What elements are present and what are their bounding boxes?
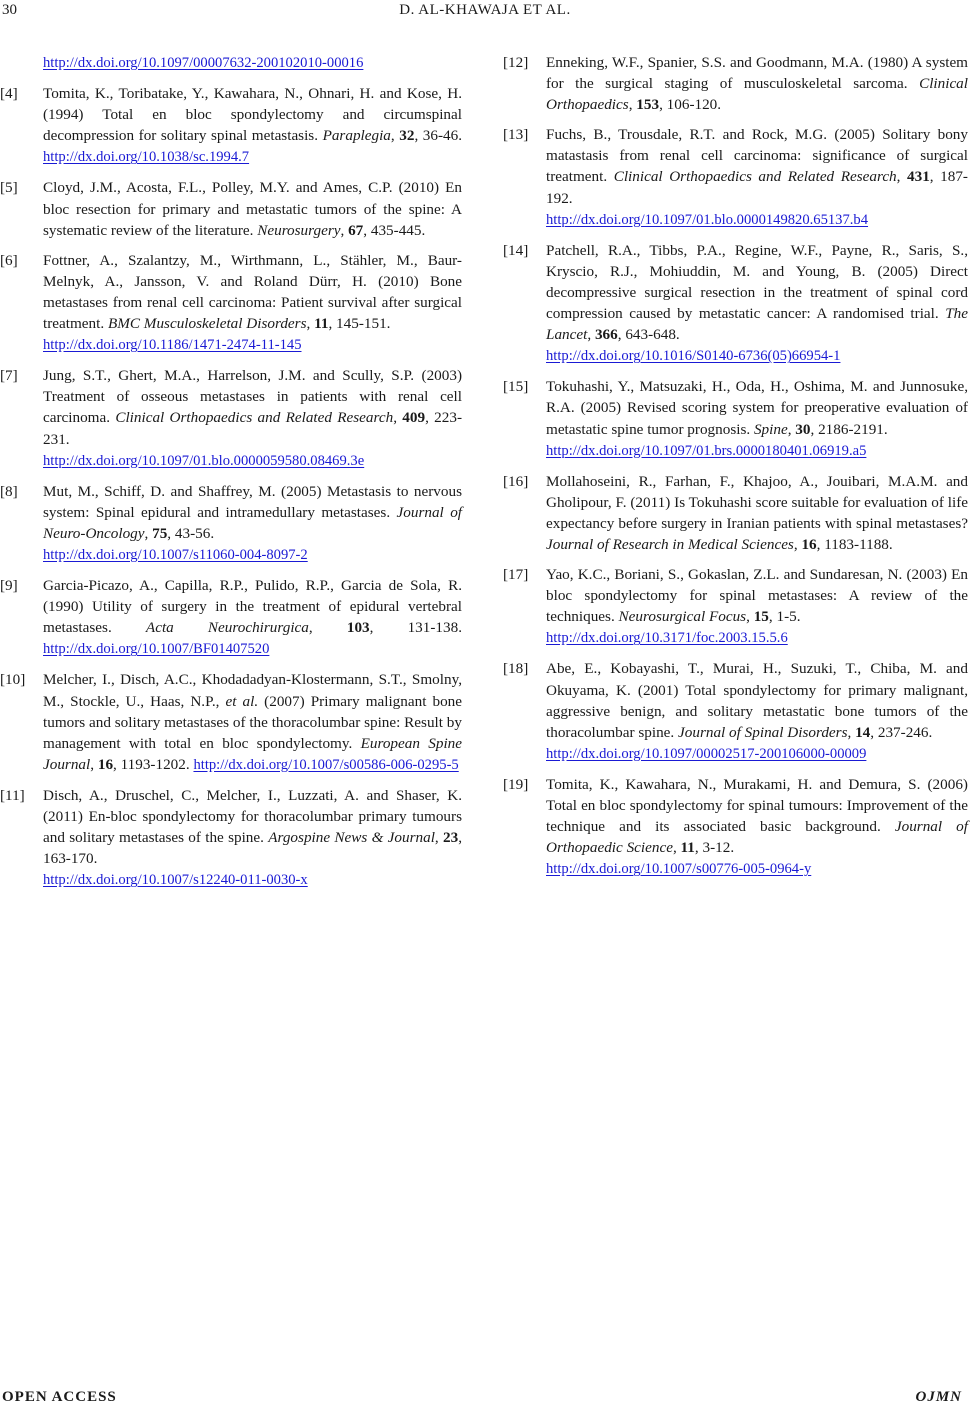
page-header [0, 0, 970, 24]
reference-volume: 30 [795, 420, 811, 438]
reference-volume: 431 [907, 168, 930, 186]
reference-list-left [0, 83, 462, 891]
reference-text: Garcia-Picazo, A., Capilla, R.P., Pulido, R.P., Garcia de Sola, R. (1990) Utility of surgery in the treatment of epidural vertebral metastases. Acta Neurochirurgica, 103, 131-138. http://dx.doi.org/10.1007/BF01407520 [43, 577, 463, 658]
reference-journal: Clinical Orthopaedics and Related Research [115, 409, 394, 427]
doi-link[interactable]: http://dx.doi.org/10.1186/1471-2474-11-145 [43, 337, 302, 354]
reference-number: [12] [503, 54, 529, 71]
page-footer [0, 1387, 970, 1411]
reference-continuation [0, 52, 462, 74]
reference-number: [18] [503, 660, 529, 678]
reference-journal: Clinical Orthopaedics [546, 75, 968, 114]
reference-journal: Journal of Research in Medical Sciences [546, 535, 794, 553]
doi-link[interactable]: http://dx.doi.org/10.1097/01.blo.0000059580.08469.3e [43, 452, 365, 469]
reference-item [0, 177, 462, 240]
reference-journal: Journal of Neuro-Oncology [43, 503, 463, 542]
doi-link[interactable]: http://dx.doi.org/10.1097/00002517-200106000-00009 [546, 745, 867, 762]
doi-link[interactable]: http://dx.doi.org/10.3171/foc.2003.15.5.6 [546, 630, 788, 647]
reference-pages: , 435-445. [363, 221, 426, 239]
reference-authors: Disch, A., Druschel, C., Melcher, I., Luzzati, A. and Shaser, K. (2011) En-bloc spondylectomy for thoracolumbar primary tumours and solitary metastases of the spine. [43, 786, 462, 847]
reference-item [0, 365, 462, 471]
reference-volume: 16 [97, 755, 114, 773]
reference-authors: Fuchs, B., Trousdale, R.T. and Rock, M.G. (2005) Solitary bony matastasis from renal cell carcinoma: significance of surgical treatment. [546, 126, 968, 186]
reference-item [0, 669, 462, 775]
doi-link[interactable]: http://dx.doi.org/10.1007/s00586-006-0295-5 [193, 756, 459, 773]
reference-authors: Enneking, W.F., Spanier, S.S. and Goodmann, M.A. (1980) A system for the surgical staging of musculoskeletal sarcoma. [546, 54, 968, 93]
reference-pages: , 106-120. [659, 96, 722, 114]
reference-text: Fottner, A., Szalantzy, M., Wirthmann, L., Stähler, M., Baur-Melnyk, A., Jansson, V. and Roland Dürr, H. (2010) Bone metastases from renal cell carcinoma: Patient survival after surgical treatment. BMC Musculoskeletal Disorders, 11, 145-151. http://dx.doi.org/10.1186/1471-2474-11-145 [43, 251, 462, 354]
reference-volume: 14 [855, 723, 871, 741]
reference-authors: Tokuhashi, Y., Matsuzaki, H., Oda, H., Oshima, M. and Junnosuke, R.A. (2005) Revised scoring system for preoperative evaluation of metastatic spine tumor prognosis. [546, 378, 968, 438]
reference-authors: Mollahoseini, R., Farhan, F., Khajoo, A., Jouibari, M.A.M. and Gholipour, F. (2011) Is Tokuhashi score suitable for evaluation of life expectancy before surgery in Iranian patients with spinal metastases? [546, 472, 968, 532]
reference-number: [16] [503, 472, 529, 490]
reference-volume: 11 [314, 315, 329, 333]
reference-item [0, 785, 462, 891]
reference-number: [9] [0, 577, 18, 595]
reference-authors: Tomita, K., Toribatake, Y., Kawahara, N., Ohnari, H. and Kose, H. (1994) Total en bloc spondylectomy and circumspinal decompression for solitary spinal metastasis. [43, 85, 462, 145]
reference-journal: Acta Neurochirurgica [145, 619, 309, 637]
reference-item [503, 658, 968, 764]
reference-pages: , 223-231. [43, 409, 462, 448]
reference-number: [10] [0, 671, 26, 689]
reference-number: [4] [0, 85, 18, 103]
reference-journal: Journal of Orthopaedic Science [546, 818, 968, 857]
reference-number: [7] [0, 367, 18, 385]
reference-pages: , 2186-2191. [810, 420, 888, 438]
reference-text: Tomita, K., Kawahara, N., Murakami, H. and Demura, S. (2006) Total en bloc spondylectomy for spinal tumours: Improvement of the technique and its associated basic background. Journal of Orthopaedic Science, 11, 3-12. http://dx.doi.org/10.1007/s00776-005-0964-y [546, 775, 968, 878]
reference-etal: et al. [225, 692, 259, 710]
reference-text: Abe, E., Kobayashi, T., Murai, H., Suzuki, T., Chiba, M. and Okuyama, K. (2001) Total spondylectomy for primary malignant, aggressive benign, and solitary metastatic bone tumors of the thoracolumbar spine. Journal of Spinal Disorders, 14, 237-246. http://dx.doi.org/10.1097/00002517-200106000-00009 [546, 660, 968, 762]
reference-journal: Spine [753, 420, 788, 438]
reference-text: Jung, S.T., Ghert, M.A., Harrelson, J.M. and Scully, S.P. (2003) Treatment of osseous metastases in patients with renal cell carcinoma. Clinical Orthopaedics and Related Research, 409, 223-231. http://dx.doi.org/10.1097/01.blo.0000059580.08469.3e [43, 367, 462, 469]
doi-link[interactable]: http://dx.doi.org/10.1097/01.brs.0000180401.06919.a5 [546, 442, 867, 459]
reference-item [503, 564, 968, 649]
reference-pages: , 36-46. [414, 127, 463, 145]
reference-text: Enneking, W.F., Spanier, S.S. and Goodmann, M.A. (1980) A system for the surgical staging of musculoskeletal sarcoma. Clinical Orthopaedics, 153, 106-120. [546, 54, 968, 114]
reference-pages: , 1183-1188. [816, 535, 893, 553]
reference-volume: 153 [636, 96, 660, 114]
reference-list-right [503, 52, 968, 880]
reference-authors-cont: (2007) Primary malignant bone tumors and solitary metastases of the thoracolumbar spine: Result by management with total en bloc spondylectomy. [43, 692, 462, 752]
reference-authors: Patchell, R.A., Tibbs, P.A., Regine, W.F., Payne, R., Saris, S., Kryscio, R.J., Mohiuddin, M. and Young, B. (2005) Direct decompressive surgical resection in the treatment of spinal cord compression caused by metastatic cancer: A randomised trial. [546, 241, 968, 323]
reference-text: Disch, A., Druschel, C., Melcher, I., Luzzati, A. and Shaser, K. (2011) En-bloc spondylectomy for thoracolumbar primary tumours and solitary metastases of the spine. Argospine News & Journal, 23, 163-170. http://dx.doi.org/10.1007/s12240-011-0030-x [43, 786, 462, 889]
reference-item [503, 240, 968, 368]
reference-volume: 409 [402, 409, 426, 427]
reference-authors: Garcia-Picazo, A., Capilla, R.P., Pulido, R.P., Garcia de Sola, R. (1990) Utility of surgery in the treatment of epidural vertebral metastases. [43, 577, 462, 637]
reference-item [503, 52, 968, 115]
reference-volume: 11 [680, 839, 695, 857]
reference-text: Melcher, I., Disch, A.C., Khodadadyan-Klostermann, S.T., Smolny, M., Stockle, U., Haas, N.P., et al. (2007) Primary malignant bone tumors and solitary metastases of the thoracolumbar spine: Result by management with total en bloc spondylectomy. European Spine Journal, 16, 1193-1202. http://dx.doi.org/10.1007/s00586-006-0295-5 [43, 671, 463, 773]
reference-journal: The Lancet [546, 305, 968, 344]
doi-link[interactable]: http://dx.doi.org/10.1007/s11060-004-8097-2 [43, 546, 308, 563]
reference-number: [5] [0, 179, 18, 197]
reference-number: [6] [0, 251, 18, 269]
reference-authors: Jung, S.T., Ghert, M.A., Harrelson, J.M. and Scully, S.P. (2003) Treatment of osseous metastases in patients with renal cell carcinoma. [43, 367, 462, 427]
reference-volume: 16 [801, 535, 817, 553]
reference-volume: 103 [346, 619, 370, 637]
reference-pages: , 163-170. [43, 829, 462, 868]
reference-pages: , 3-12. [694, 839, 735, 857]
reference-item [503, 124, 968, 230]
reference-number: [14] [503, 241, 529, 259]
reference-journal: Paraplegia [322, 127, 391, 145]
reference-journal: Neurosurgery [257, 221, 341, 239]
reference-number: [8] [0, 482, 18, 500]
left-column [0, 52, 462, 900]
reference-text: Tokuhashi, Y., Matsuzaki, H., Oda, H., Oshima, M. and Junnosuke, R.A. (2005) Revised scoring system for preoperative evaluation of metastatic spine tumor prognosis. Spine, 30, 2186-2191. http://dx.doi.org/10.1097/01.brs.0000180401.06919.a5 [546, 378, 968, 459]
reference-authors: Mut, M., Schiff, D. and Shaffrey, M. (2005) Metastasis to nervous system: Spinal epidural and intramedullary metastases. [43, 482, 462, 521]
reference-volume: 366 [594, 326, 618, 344]
reference-pages: , 237-246. [870, 723, 933, 741]
reference-text: Patchell, R.A., Tibbs, P.A., Regine, W.F., Payne, R., Saris, S., Kryscio, R.J., Mohiuddin, M. and Young, B. (2005) Direct decompressive surgical resection in the treatment of spinal cord compression caused by metastatic cancer: A randomised trial. The Lancet, 366, 643-648. http://dx.doi.org/10.1016/S0140-6736(05)66954-1 [546, 241, 968, 365]
doi-link[interactable]: http://dx.doi.org/10.1007/s12240-011-0030-x [43, 872, 308, 889]
reference-volume: 75 [152, 524, 168, 542]
reference-item [0, 83, 462, 168]
reference-text: Yao, K.C., Boriani, S., Gokaslan, Z.L. and Sundaresan, N. (2003) En bloc spondylectomy for spinal metastases: A review of the techniques. Neurosurgical Focus, 15, 1-5. http://dx.doi.org/10.3171/foc.2003.15.5.6 [546, 566, 968, 647]
reference-journal: Clinical Orthopaedics and Related Research [613, 168, 897, 186]
reference-authors: Yao, K.C., Boriani, S., Gokaslan, Z.L. and Sundaresan, N. (2003) En bloc spondylectomy for spinal metastases: A review of the techniques. [546, 566, 968, 626]
reference-journal: Argospine News & Journal [268, 829, 435, 847]
reference-pages: , 187-192. [546, 168, 968, 207]
reference-item [0, 481, 462, 566]
reference-volume: 32 [399, 127, 415, 145]
reference-number: [15] [503, 378, 529, 396]
reference-pages: , 145-151. [328, 315, 391, 333]
reference-text: Tomita, K., Toribatake, Y., Kawahara, N., Ohnari, H. and Kose, H. (1994) Total en bloc spondylectomy and circumspinal decompression for solitary spinal metastasis. Paraplegia, 32, 36-46. http://dx.doi.org/10.1038/sc.1994.7 [43, 85, 463, 166]
reference-pages: , 643-648. [617, 326, 680, 344]
reference-text: Mollahoseini, R., Farhan, F., Khajoo, A., Jouibari, M.A.M. and Gholipour, F. (2011) Is Tokuhashi score suitable for evaluation of life expectancy before surgery in Iranian patients with spinal metastases? Journal of Research in Medical Sciences, 16, 1183-1188. [546, 472, 968, 553]
reference-item [0, 250, 462, 356]
reference-volume: 23 [443, 829, 459, 847]
reference-journal: Journal of Spinal Disorders [678, 723, 848, 741]
reference-volume: 67 [348, 221, 364, 239]
reference-text: Cloyd, J.M., Acosta, F.L., Polley, M.Y. and Ames, C.P. (2010) En bloc resection for primary and metastatic tumors of the spine: A systematic review of the literature. Neurosurgery, 67, 435-445. [43, 179, 462, 239]
page-number: 30 [2, 2, 17, 18]
reference-authors: Cloyd, J.M., Acosta, F.L., Polley, M.Y. and Ames, C.P. (2010) En bloc resection for primary and metastatic tumors of the spine: A systematic review of the literature. [43, 179, 462, 239]
running-title: D. AL-KHAWAJA ET AL. [399, 2, 571, 18]
reference-authors: Melcher, I., Disch, A.C., Khodadadyan-Klostermann, S.T., Smolny, M., Stockle, U., Haas, N.P., [43, 671, 462, 710]
reference-number: [11] [0, 786, 25, 804]
reference-journal: BMC Musculoskeletal Disorders [107, 315, 307, 333]
reference-pages: , 131-138. [369, 619, 463, 637]
journal-abbrev: OJMN [915, 1389, 962, 1405]
reference-number: [17] [503, 566, 529, 584]
doi-link[interactable]: http://dx.doi.org/10.1007/BF01407520 [43, 641, 270, 658]
reference-item [0, 575, 462, 660]
reference-authors: Abe, E., Kobayashi, T., Murai, H., Suzuki, T., Chiba, M. and Okuyama, K. (2001) Total spondylectomy for primary malignant, aggressive benign, and solitary metastatic bone tumors of the thoracolumbar spine. [546, 660, 968, 741]
reference-item [503, 376, 968, 461]
open-access-label: OPEN ACCESS [2, 1389, 117, 1405]
reference-journal: European Spine Journal [43, 734, 463, 773]
reference-pages: , 1193-1202. [113, 755, 194, 773]
doi-link[interactable]: http://dx.doi.org/10.1097/01.blo.0000149820.65137.b4 [546, 211, 869, 228]
reference-journal: Neurosurgical Focus [618, 608, 747, 626]
reference-item [503, 471, 968, 555]
reference-text: Fuchs, B., Trousdale, R.T. and Rock, M.G. (2005) Solitary bony matastasis from renal cell carcinoma: significance of surgical treatment. Clinical Orthopaedics and Related Research, 431, 187-192. http://dx.doi.org/10.1097/01.blo.0000149820.65137.b4 [546, 126, 968, 228]
doi-link[interactable]: http://dx.doi.org/10.1007/s00776-005-0964-y [546, 861, 812, 878]
doi-link[interactable]: http://dx.doi.org/10.1016/S0140-6736(05)66954-1 [546, 348, 841, 365]
reference-pages: , 1-5. [768, 608, 801, 626]
reference-item [503, 774, 968, 880]
reference-text: Mut, M., Schiff, D. and Shaffrey, M. (2005) Metastasis to nervous system: Spinal epidural and intramedullary metastases. Journal of Neuro-Oncology, 75, 43-56. http://dx.doi.org/10.1007/s11060-004-8097-2 [43, 482, 463, 563]
right-column [503, 52, 968, 889]
doi-link[interactable]: http://dx.doi.org/10.1038/sc.1994.7 [43, 149, 250, 166]
reference-authors: Fottner, A., Szalantzy, M., Wirthmann, L., Stähler, M., Baur-Melnyk, A., Jansson, V. and Roland Dürr, H. (2010) Bone metastases from renal cell carcinoma: Patient survival after surgical treatment. [43, 251, 462, 333]
reference-pages: , 43-56. [167, 524, 215, 542]
doi-link[interactable]: http://dx.doi.org/10.1097/00007632-200102010-00016 [43, 55, 364, 71]
reference-authors: Tomita, K., Kawahara, N., Murakami, H. and Demura, S. (2006) Total en bloc spondylectomy for spinal tumours: Improvement of the technique and its associated basic background. [546, 775, 968, 836]
reference-number: [13] [503, 126, 529, 144]
reference-number: [19] [503, 775, 529, 793]
reference-volume: 15 [753, 608, 769, 626]
